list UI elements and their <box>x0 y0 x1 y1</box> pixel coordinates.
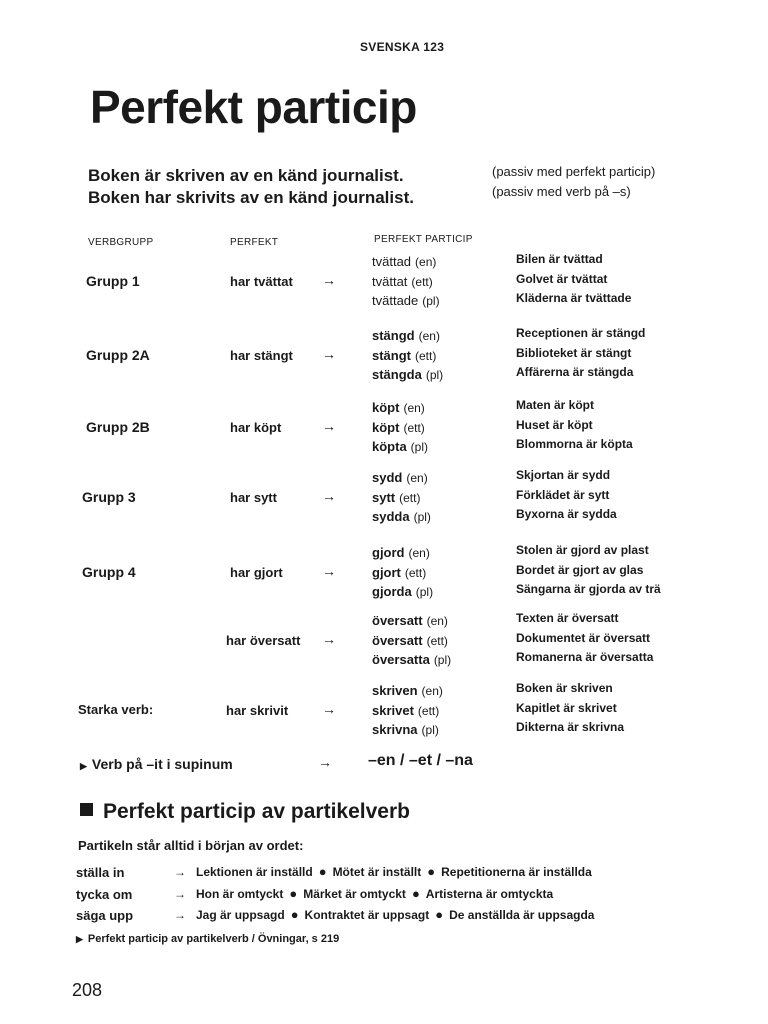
example-phrase: Skjortan är sydd <box>516 468 611 482</box>
participle-word: stängt <box>372 347 411 363</box>
particle-example-line <box>174 907 594 922</box>
participle-word: gjorda <box>372 584 412 599</box>
particle-example-line <box>174 886 553 901</box>
supinum-note <box>80 756 233 772</box>
participle-word: stängd <box>372 328 415 343</box>
particle-example: Mötet är inställt <box>332 865 422 879</box>
section-title <box>80 800 410 824</box>
particle-example: Jag är uppsagd <box>196 908 285 922</box>
participle-form <box>372 274 433 289</box>
gender-number-tag: (ett) <box>426 633 448 648</box>
participle-word: sytt <box>372 489 396 505</box>
gender-number-tag: (ett) <box>399 490 421 505</box>
square-icon <box>80 803 93 816</box>
participle-form <box>372 400 425 415</box>
dot-icon: ● <box>289 886 298 901</box>
supinum-label: Verb på –it i supinum <box>91 756 233 772</box>
particle-example: Hon är omtyckt <box>196 887 284 901</box>
example-phrase: Dokumentet är översatt <box>516 630 651 645</box>
arrow-icon: → <box>322 417 336 434</box>
participle-word: tvättade <box>372 293 419 308</box>
example-phrase: Biblioteket är stängt <box>516 345 632 360</box>
participle-form <box>372 470 428 485</box>
participle-form <box>372 722 439 737</box>
participle-form <box>372 439 428 454</box>
particle-example: De anställda är uppsagda <box>449 908 595 922</box>
example-note-1: (passiv med perfekt particip) <box>492 164 656 179</box>
gender-number-tag: (en) <box>406 471 428 485</box>
participle-word: stängda <box>372 367 422 382</box>
participle-form <box>372 683 443 698</box>
group-name: Grupp 3 <box>82 488 136 505</box>
example-phrase: Dikterna är skrivna <box>516 720 625 734</box>
example-phrase: Kapitlet är skrivet <box>516 700 617 715</box>
example-phrase: Bilen är tvättad <box>516 252 603 266</box>
participle-word: översatta <box>372 652 430 667</box>
participle-form <box>372 348 436 363</box>
example-phrase: Förklädet är sytt <box>516 487 610 502</box>
participle-word: tvättad <box>372 254 412 269</box>
particle-example: Kontraktet är uppsagt <box>304 908 430 922</box>
dot-icon: ● <box>411 886 420 901</box>
arrow-icon: → <box>322 630 336 647</box>
participle-word: gjord <box>372 545 405 560</box>
column-header-participle: PERFEKT PARTICIP <box>374 234 473 245</box>
example-phrase: Blommorna är köpta <box>516 437 633 451</box>
participle-form <box>372 703 439 718</box>
participle-form <box>372 490 420 505</box>
arrow-icon: → <box>174 908 186 922</box>
participle-word: översatt <box>372 632 423 648</box>
gender-number-tag: (pl) <box>421 723 439 737</box>
example-note-2: (passiv med verb på –s) <box>492 184 631 199</box>
particle-example: Lektionen är inställd <box>196 865 313 879</box>
example-phrase: Golvet är tvättat <box>516 271 608 286</box>
gender-number-tag: (pl) <box>433 653 452 667</box>
perfect-form: har köpt <box>230 419 282 435</box>
perfect-form: har stängt <box>230 347 293 363</box>
gender-number-tag: (en) <box>421 684 443 698</box>
gender-number-tag: (ett) <box>411 274 433 289</box>
page-number: 208 <box>72 980 103 1000</box>
participle-word: köpt <box>372 419 400 435</box>
participle-form <box>372 367 443 382</box>
participle-form <box>372 545 430 560</box>
participle-form <box>372 613 448 628</box>
arrow-icon: → <box>174 865 186 879</box>
example-phrase: Kläderna är tvättade <box>516 291 632 305</box>
participle-word: köpt <box>372 400 400 415</box>
particle-verb: säga upp <box>76 908 134 923</box>
particle-example: Artisterna är omtyckta <box>425 887 554 901</box>
gender-number-tag: (ett) <box>417 703 440 718</box>
example-phrase: Boken är skriven <box>516 681 613 695</box>
gender-number-tag: (en) <box>418 329 440 343</box>
perfect-form: har översatt <box>226 632 301 648</box>
particle-verb: ställa in <box>76 865 125 880</box>
participle-word: tvättat <box>372 273 408 289</box>
perfect-form: har tvättat <box>230 273 293 289</box>
dot-icon: ● <box>435 907 444 922</box>
perfect-form: har gjort <box>230 564 283 580</box>
gender-number-tag: (pl) <box>413 510 431 524</box>
participle-word: skrivet <box>372 702 414 718</box>
participle-form <box>372 254 436 269</box>
page-title: Perfekt particip <box>90 81 417 133</box>
participle-word: sydd <box>372 470 403 485</box>
column-header-group: VERBGRUPP <box>88 237 154 248</box>
arrow-icon: → <box>322 271 336 288</box>
exercise-reference-text: Perfekt particip av partikelverb / Övningar, s 219 <box>87 933 340 945</box>
arrow-icon: → <box>322 345 336 362</box>
example-phrase: Stolen är gjord av plast <box>516 543 649 557</box>
participle-form <box>372 420 425 435</box>
gender-number-tag: (en) <box>408 546 430 560</box>
example-sentence-2: Boken har skrivits av en känd journalist. <box>88 188 414 207</box>
example-phrase: Byxorna är sydda <box>516 507 617 521</box>
participle-word: skriven <box>372 683 418 698</box>
group-name: Grupp 1 <box>86 272 140 289</box>
gender-number-tag: (pl) <box>415 585 434 599</box>
example-phrase: Romanerna är översatta <box>516 650 654 664</box>
group-name: Grupp 2A <box>86 346 150 363</box>
example-phrase: Receptionen är stängd <box>516 326 646 340</box>
section-title-text: Perfekt particip av partikelverb <box>103 800 410 823</box>
participle-word: gjort <box>372 564 401 580</box>
participle-word: köpta <box>372 439 407 454</box>
particle-example: Märket är omtyckt <box>303 887 406 901</box>
dot-icon: ● <box>427 864 436 879</box>
arrow-icon: → <box>318 754 332 770</box>
gender-number-tag: (en) <box>415 255 437 269</box>
particle-example-line <box>174 864 592 879</box>
participle-form <box>372 633 448 648</box>
arrow-icon: → <box>322 700 336 717</box>
participle-form <box>372 584 433 599</box>
participle-form <box>372 293 440 308</box>
participle-form <box>372 328 440 343</box>
arrow-icon: → <box>322 562 336 579</box>
running-header: SVENSKA 123 <box>360 40 445 54</box>
group-name: Grupp 2B <box>86 418 150 435</box>
participle-word: skrivna <box>372 722 418 737</box>
perfect-form: har sytt <box>230 489 277 505</box>
participle-word: översatt <box>372 613 423 628</box>
example-phrase: Affärerna är stängda <box>516 365 634 379</box>
gender-number-tag: (ett) <box>403 420 425 435</box>
gender-number-tag: (pl) <box>425 368 444 382</box>
example-phrase: Huset är köpt <box>516 417 593 432</box>
triangle-bullet-icon: ▶ <box>76 934 83 944</box>
column-header-perfect: PERFEKT <box>230 237 279 248</box>
arrow-icon: → <box>322 487 336 504</box>
supinum-endings: –en / –et / –na <box>368 752 473 769</box>
group-name: Starka verb: <box>78 701 154 717</box>
example-sentence-1: Boken är skriven av en känd journalist. <box>88 166 404 185</box>
example-phrase: Maten är köpt <box>516 398 595 412</box>
gender-number-tag: (en) <box>403 401 425 415</box>
gender-number-tag: (en) <box>426 614 448 628</box>
arrow-icon: → <box>174 887 186 901</box>
example-phrase: Texten är översatt <box>516 611 619 625</box>
gender-number-tag: (pl) <box>422 294 440 308</box>
example-phrase: Bordet är gjort av glas <box>516 562 644 577</box>
section-intro: Partikeln står alltid i början av ordet: <box>78 838 304 853</box>
particle-verb: tycka om <box>76 887 133 902</box>
dot-icon: ● <box>290 907 299 922</box>
group-name: Grupp 4 <box>82 563 136 580</box>
gender-number-tag: (ett) <box>415 348 437 363</box>
dot-icon: ● <box>318 864 327 879</box>
participle-form <box>372 509 431 524</box>
participle-word: sydda <box>372 509 410 524</box>
gender-number-tag: (ett) <box>404 565 427 580</box>
exercise-reference <box>76 933 339 945</box>
perfect-form: har skrivit <box>226 702 289 718</box>
triangle-bullet-icon: ▶ <box>80 761 87 771</box>
participle-form <box>372 652 451 667</box>
gender-number-tag: (pl) <box>410 440 429 454</box>
example-phrase: Sängarna är gjorda av trä <box>516 582 661 596</box>
participle-form <box>372 565 426 580</box>
particle-example: Repetitionerna är inställda <box>441 865 592 879</box>
